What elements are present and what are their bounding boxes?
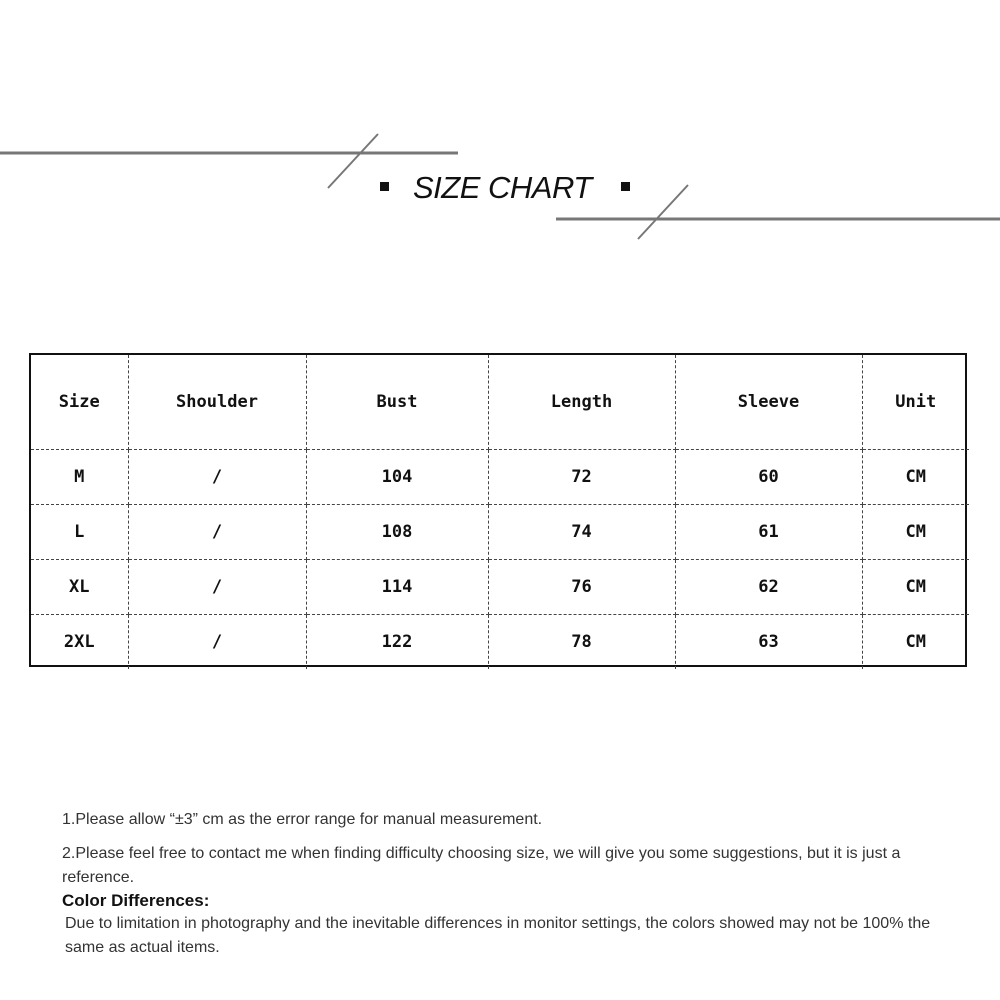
table-cell: 108 xyxy=(306,504,488,559)
table-cell: 62 xyxy=(675,559,862,614)
table-cell: / xyxy=(128,559,306,614)
table-cell: 63 xyxy=(675,614,862,669)
column-header: Bust xyxy=(306,355,488,449)
table-row xyxy=(31,449,969,504)
size-table xyxy=(31,355,969,669)
table-cell: 2XL xyxy=(31,614,128,669)
column-header: Size xyxy=(31,355,128,449)
table-row xyxy=(31,559,969,614)
color-differences-text: Due to limitation in photography and the inevitable differences in monitor settings, the colors showed may not be 100% the same as actual items. xyxy=(65,915,931,956)
table-cell: / xyxy=(128,449,306,504)
note-contact: 2.Please feel free to contact me when finding difficulty choosing size, we will give you some suggestions, but it is just a reference. xyxy=(62,845,901,886)
table-row xyxy=(31,504,969,559)
table-cell: M xyxy=(31,449,128,504)
table-cell: L xyxy=(31,504,128,559)
column-header: Shoulder xyxy=(128,355,306,449)
note-error-range: 1.Please allow “±3” cm as the error range for manual measurement. xyxy=(62,811,543,828)
table-cell: CM xyxy=(862,559,969,614)
table-cell: CM xyxy=(862,614,969,669)
table-cell: 72 xyxy=(488,449,675,504)
column-header: Sleeve xyxy=(675,355,862,449)
table-header-row xyxy=(31,355,969,449)
page-title: SIZE CHART xyxy=(413,170,592,205)
title-bar xyxy=(0,168,1000,212)
table-row xyxy=(31,614,969,669)
left-bullet-icon xyxy=(380,182,389,191)
color-differences-heading: Color Differences: xyxy=(62,891,210,910)
table-cell: 60 xyxy=(675,449,862,504)
table-cell: 76 xyxy=(488,559,675,614)
table-cell: 122 xyxy=(306,614,488,669)
table-cell: 104 xyxy=(306,449,488,504)
size-table-container xyxy=(29,353,967,667)
table-cell: XL xyxy=(31,559,128,614)
right-bullet-icon xyxy=(621,182,630,191)
notes-section xyxy=(62,808,942,960)
column-header: Unit xyxy=(862,355,969,449)
table-cell: 114 xyxy=(306,559,488,614)
column-header: Length xyxy=(488,355,675,449)
table-cell: / xyxy=(128,504,306,559)
table-cell: / xyxy=(128,614,306,669)
table-cell: CM xyxy=(862,449,969,504)
table-cell: CM xyxy=(862,504,969,559)
decorative-lines xyxy=(0,0,1000,300)
table-cell: 74 xyxy=(488,504,675,559)
table-cell: 61 xyxy=(675,504,862,559)
table-cell: 78 xyxy=(488,614,675,669)
